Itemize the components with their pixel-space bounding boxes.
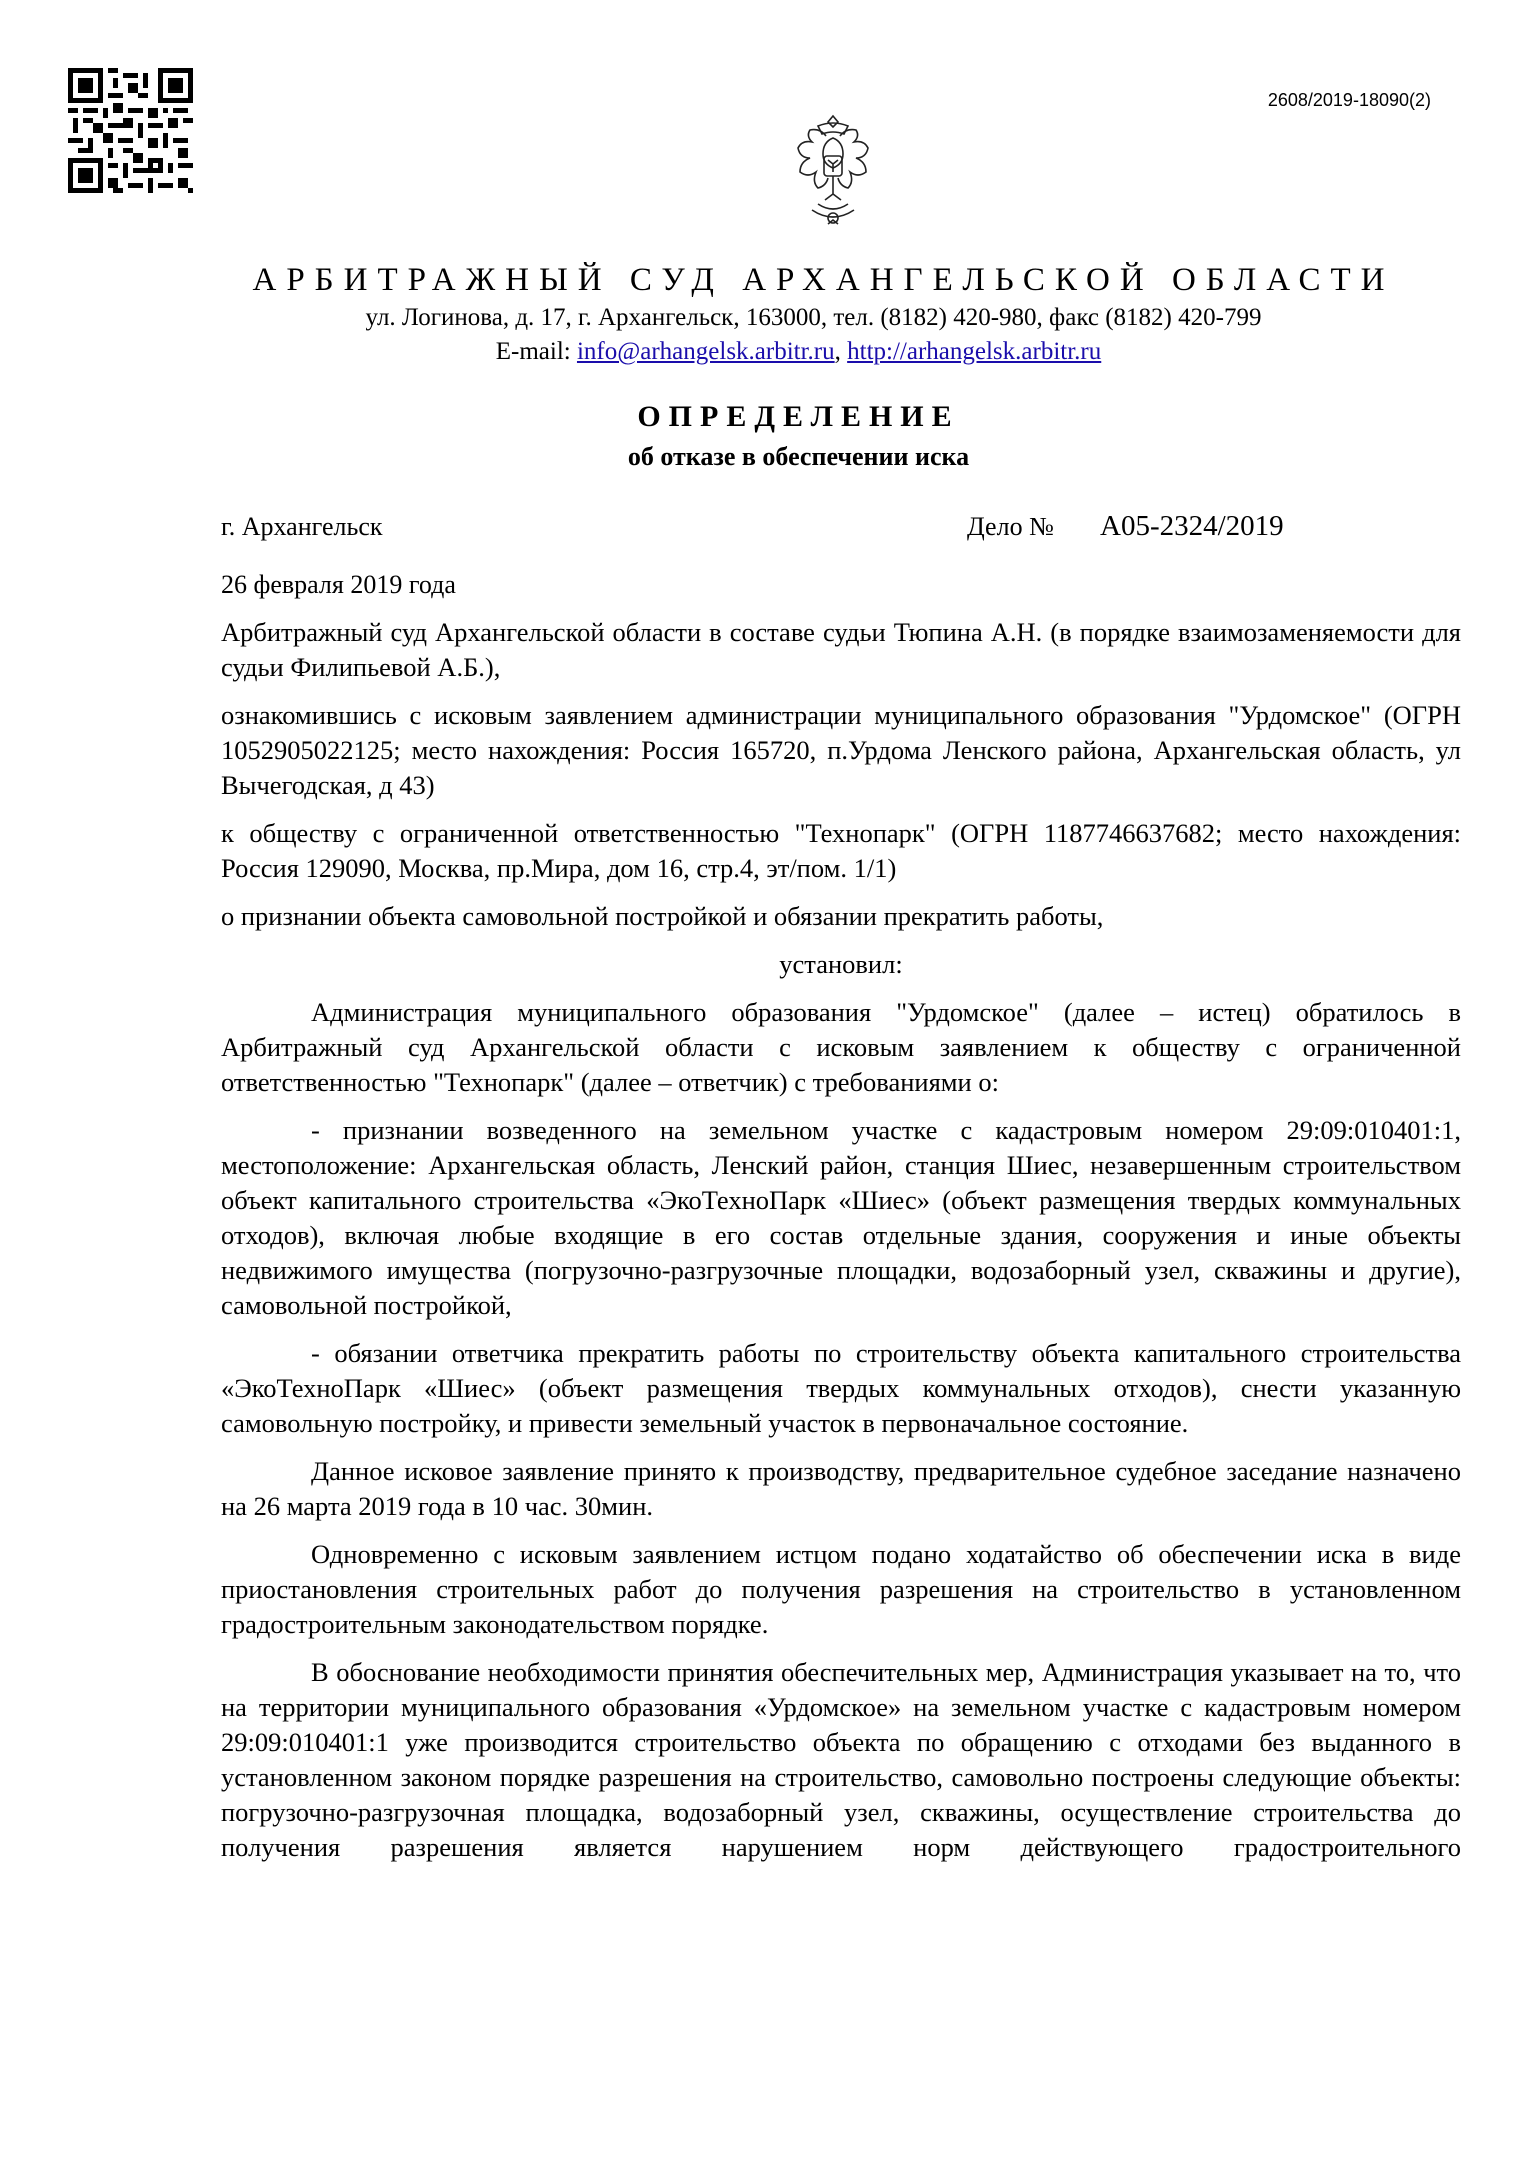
paragraph-established: установил: — [779, 949, 903, 979]
paragraph-justification: В обоснование необходимости принятия обеспечительных мер, Администрация указывает на то, что на территории муниципального образования «Урдомское» на земельном участке с кадастровым номером 29:09:010401:1 уже производится строительство объекта по обращению с отходами без выданного в установленном законом порядке разрешения на строительство, самовольно построены следующие объекты: погрузочно-разгрузочная площадка, водозаборный узел, скважины, осуществление строительства до получения разрешения является нарушением норм действующего градостроительного — [221, 1657, 1461, 1862]
paragraph-motion: Одновременно с исковым заявлением истцом подано ходатайство об обеспечении иска в виде приостановления строительных работ до получения разрешения на строительство в установленном градостроительным законодательством порядке. — [221, 1539, 1461, 1639]
paragraph-court-composition: Арбитражный суд Архангельской области в составе судьи Тюпина А.Н. (в порядке взаимозаменяемости для судьи Филипьевой А.Б.), — [221, 617, 1461, 682]
case-label: Дело № — [967, 512, 1054, 541]
paragraph-plaintiff: ознакомившись с исковым заявлением администрации муниципального образования "Урдомское" (ОГРН 1052905022125; место нахождения: Россия 165720, п.Урдома Ленского района, Архангельская область, ул Вычегодская, д 43) — [221, 700, 1461, 800]
paragraph-requirement-2: - обязании ответчика прекратить работы по строительству объекта капитального строительства «ЭкоТехноПарк «Шиес» (объект размещения твердых коммунальных отходов), снести указанную самовольную постройку, и привести земельный участок в первоначальное состояние. — [221, 1338, 1461, 1438]
document-number: 2608/2019-18090(2) — [1267, 90, 1431, 110]
court-contacts — [0, 338, 1527, 366]
court-address: ул. Логинова, д. 17, г. Архангельск, 163000, тел. (8182) 420-980, факс (8182) 420-799 — [365, 304, 1262, 331]
paragraph-accepted: Данное исковое заявление принято к производству, предварительное судебное заседание назначено на 26 марта 2019 года в 10 час. 30мин. — [221, 1456, 1461, 1521]
coat-of-arms-emblem-icon — [788, 112, 878, 228]
court-name: АРБИТРАЖНЫЙ СУД АРХАНГЕЛЬСКОЙ ОБЛАСТИ — [252, 262, 1395, 298]
document-title: ОПРЕДЕЛЕНИЕ — [637, 400, 960, 433]
qr-code-icon — [68, 68, 193, 193]
paragraph-subject: о признании объекта самовольной постройкой и обязании прекратить работы, — [221, 901, 1104, 931]
paragraph-claim: Администрация муниципального образования "Урдомское" (далее – истец) обратилось в Арбитражный суд Архангельской области с исковым заявлением к обществу с ограниченной ответственностью "Технопарк" (далее – ответчик) с требованиями о: — [221, 997, 1461, 1097]
paragraph-defendant: к обществу с ограниченной ответственностью "Технопарк" (ОГРН 1187746637682; место нахождения: Россия 129090, Москва, пр.Мира, дом 16, стр.4, эт/пом. 1/1) — [221, 818, 1461, 883]
email-label: E-mail: — [495, 338, 577, 365]
paragraph-requirement-1: - признании возведенного на земельном участке с кадастровым номером 29:09:010401:1, местоположение: Архангельская область, Ленский район, станция Шиес, незавершенным строительством объект капитального строительства «ЭкоТехноПарк «Шиес» (объект размещения твердых коммунальных отходов), включая любые входящие в его состав отдельные здания, сооружения и иные объекты недвижимого имущества (погрузочно-разгрузочные площадки, водозаборный узел, скважины и другие), самовольной постройкой, — [221, 1115, 1461, 1320]
email-link[interactable]: info@arhangelsk.arbitr.ru — [576, 338, 835, 365]
case-number: А05-2324/2019 — [1100, 510, 1284, 542]
city: г. Архангельск — [221, 512, 383, 541]
document-date: 26 февраля 2019 года — [221, 570, 456, 599]
website-link[interactable]: http://arhangelsk.arbitr.ru — [847, 338, 1102, 365]
document-subtitle: об отказе в обеспечении иска — [627, 442, 970, 471]
document-body — [221, 615, 1461, 1878]
contacts-separator: , — [834, 338, 848, 365]
